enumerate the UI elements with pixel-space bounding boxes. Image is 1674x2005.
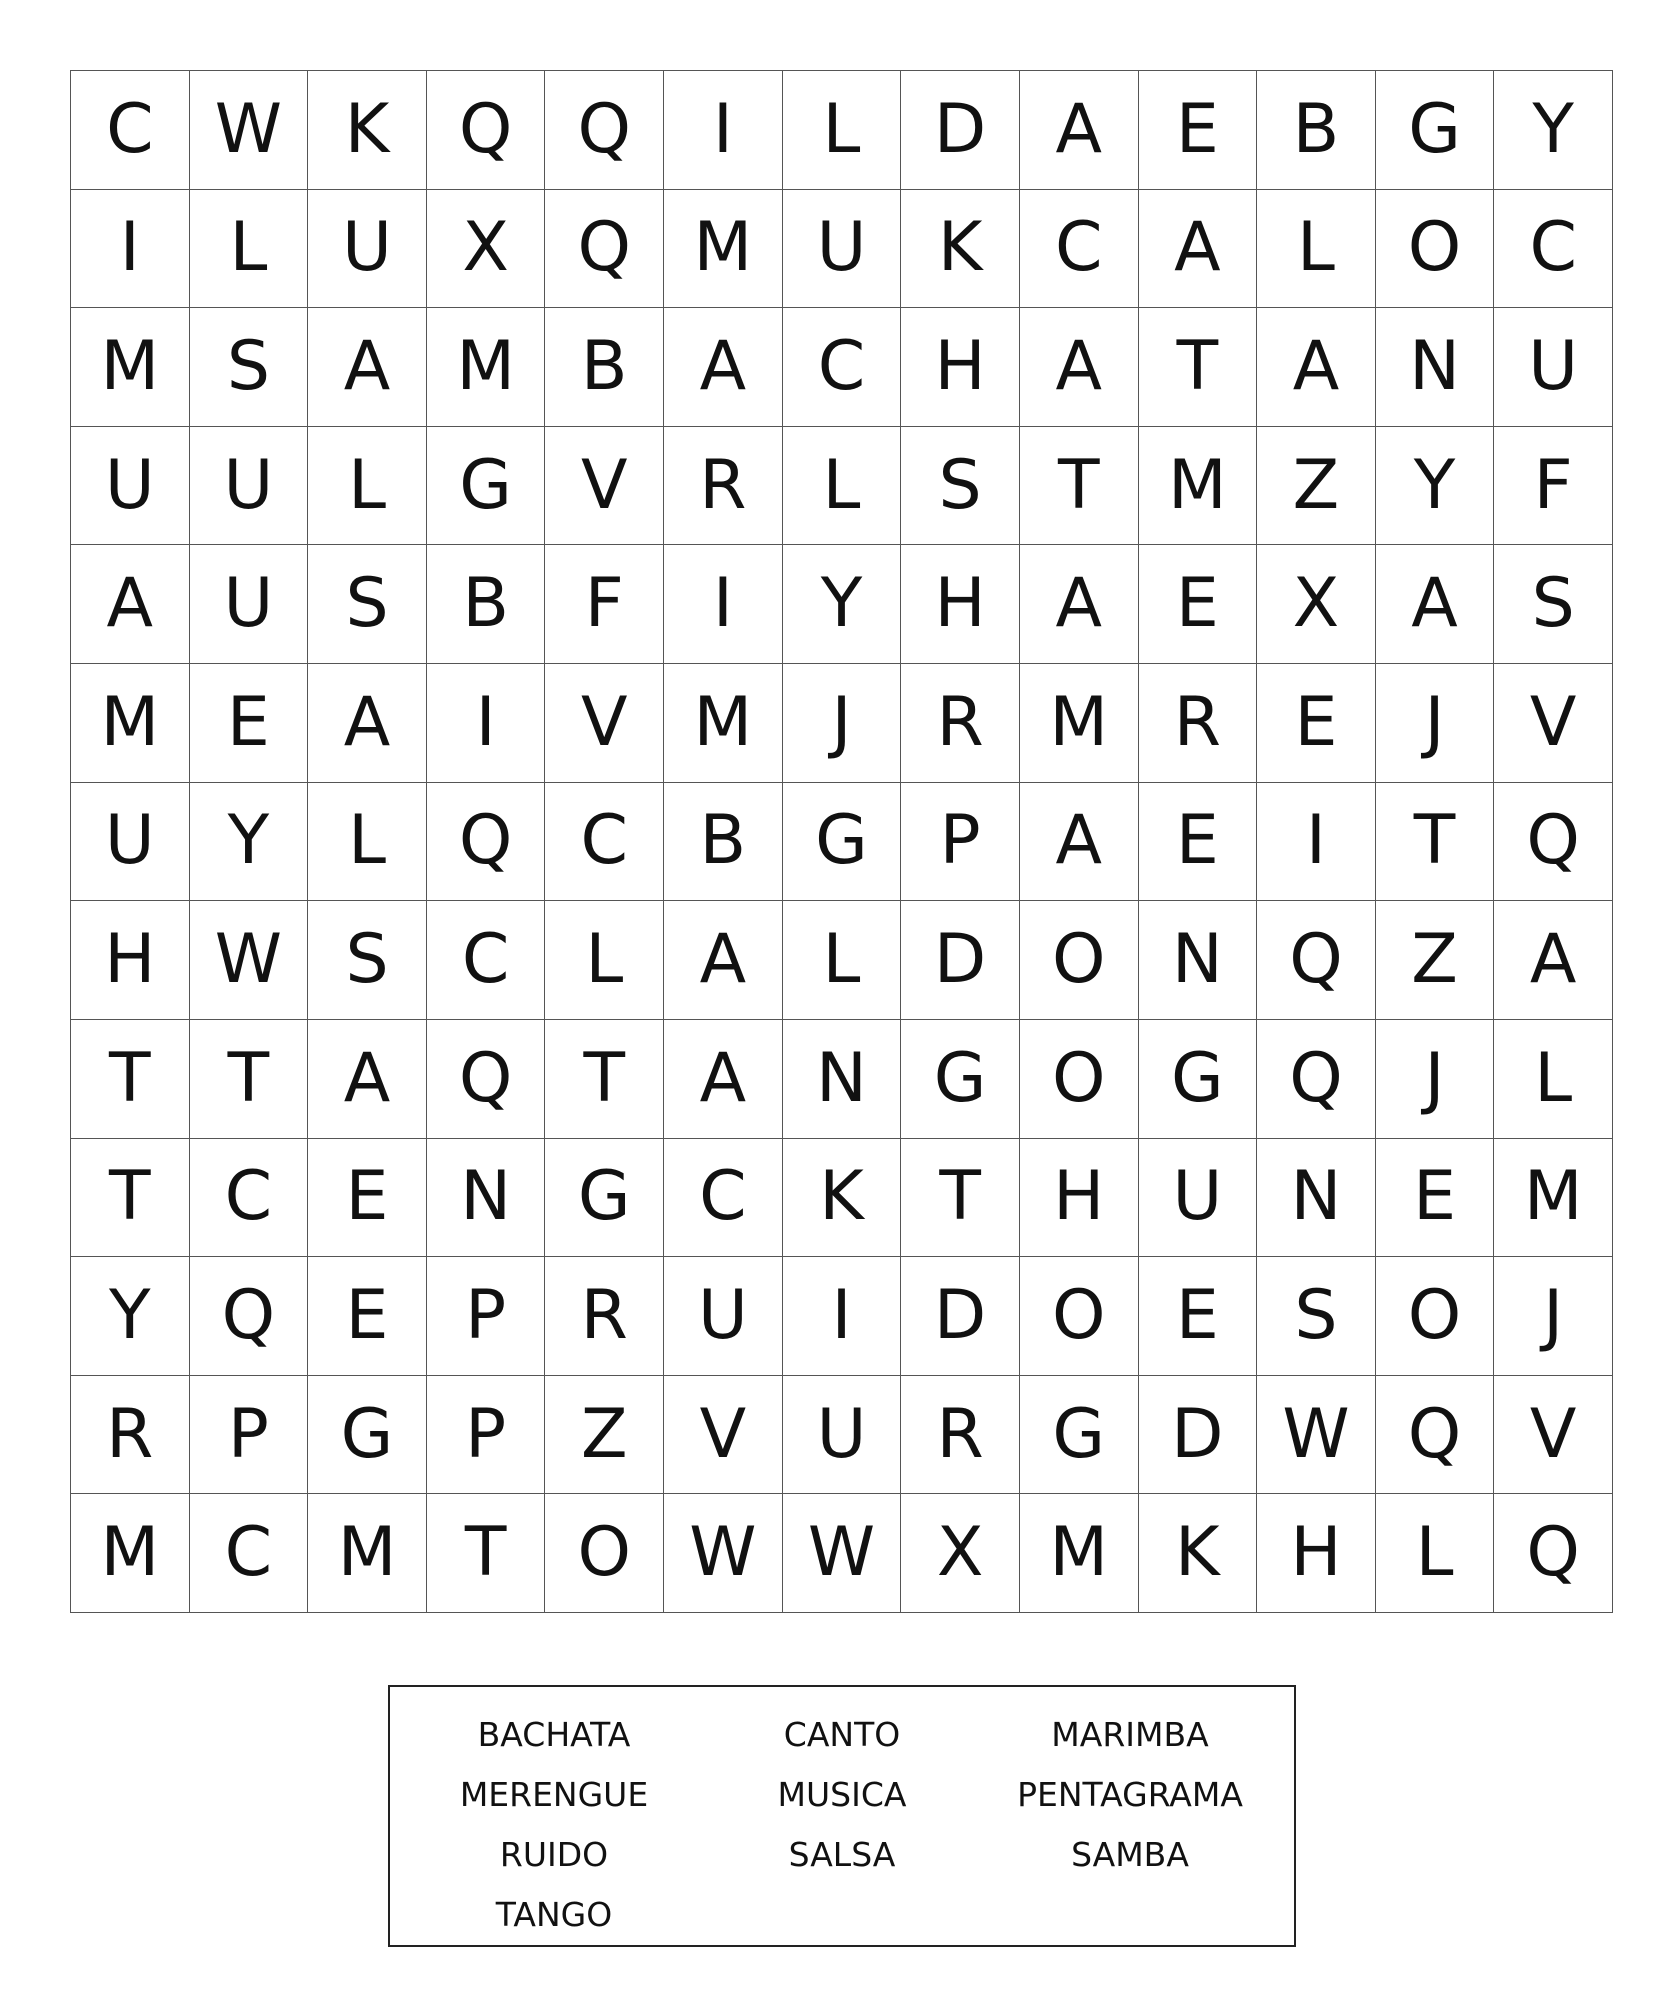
grid-cell-r12-c1[interactable]: R — [71, 1376, 190, 1495]
grid-cell-r1-c12[interactable]: G — [1376, 71, 1495, 190]
grid-cell-r2-c12[interactable]: O — [1376, 190, 1495, 309]
grid-cell-r2-c2[interactable]: L — [190, 190, 309, 309]
grid-cell-r7-c6[interactable]: B — [664, 783, 783, 902]
grid-cell-r13-c6[interactable]: W — [664, 1494, 783, 1613]
grid-cell-r5-c10[interactable]: E — [1139, 545, 1258, 664]
word-list-item: CANTO — [783, 1715, 901, 1754]
grid-cell-r7-c13[interactable]: Q — [1494, 783, 1613, 902]
grid-cell-r2-c9[interactable]: C — [1020, 190, 1139, 309]
grid-cell-r10-c1[interactable]: T — [71, 1139, 190, 1258]
grid-cell-r3-c4[interactable]: M — [427, 308, 546, 427]
grid-cell-r10-c5[interactable]: G — [545, 1139, 664, 1258]
grid-cell-r8-c7[interactable]: L — [783, 901, 902, 1020]
grid-cell-r12-c4[interactable]: P — [427, 1376, 546, 1495]
grid-cell-r10-c8[interactable]: T — [901, 1139, 1020, 1258]
grid-cell-r8-c2[interactable]: W — [190, 901, 309, 1020]
grid-cell-r3-c1[interactable]: M — [71, 308, 190, 427]
word-list-item: TANGO — [495, 1895, 613, 1934]
grid-cell-r4-c9[interactable]: T — [1020, 427, 1139, 546]
grid-cell-r4-c4[interactable]: G — [427, 427, 546, 546]
grid-cell-r7-c2[interactable]: Y — [190, 783, 309, 902]
grid-cell-r9-c3[interactable]: A — [308, 1020, 427, 1139]
grid-cell-r12-c12[interactable]: Q — [1376, 1376, 1495, 1495]
grid-cell-r2-c1[interactable]: I — [71, 190, 190, 309]
grid-cell-r13-c11[interactable]: H — [1257, 1494, 1376, 1613]
grid-cell-r11-c12[interactable]: O — [1376, 1257, 1495, 1376]
grid-cell-r12-c6[interactable]: V — [664, 1376, 783, 1495]
grid-cell-r4-c11[interactable]: Z — [1257, 427, 1376, 546]
grid-cell-r4-c2[interactable]: U — [190, 427, 309, 546]
grid-cell-r9-c8[interactable]: G — [901, 1020, 1020, 1139]
grid-cell-r5-c1[interactable]: A — [71, 545, 190, 664]
grid-cell-r6-c12[interactable]: J — [1376, 664, 1495, 783]
grid-cell-r6-c11[interactable]: E — [1257, 664, 1376, 783]
grid-cell-r2-c10[interactable]: A — [1139, 190, 1258, 309]
grid-cell-r6-c6[interactable]: M — [664, 664, 783, 783]
grid-cell-r13-c3[interactable]: M — [308, 1494, 427, 1613]
grid-cell-r3-c2[interactable]: S — [190, 308, 309, 427]
word-list-item: PENTAGRAMA — [1017, 1775, 1243, 1814]
grid-cell-r1-c4[interactable]: Q — [427, 71, 546, 190]
grid-cell-r7-c3[interactable]: L — [308, 783, 427, 902]
grid-cell-r12-c13[interactable]: V — [1494, 1376, 1613, 1495]
grid-cell-r1-c8[interactable]: D — [901, 71, 1020, 190]
grid-cell-r2-c3[interactable]: U — [308, 190, 427, 309]
grid-cell-r6-c8[interactable]: R — [901, 664, 1020, 783]
grid-cell-r6-c9[interactable]: M — [1020, 664, 1139, 783]
grid-cell-r7-c5[interactable]: C — [545, 783, 664, 902]
grid-cell-r6-c10[interactable]: R — [1139, 664, 1258, 783]
grid-cell-r8-c9[interactable]: O — [1020, 901, 1139, 1020]
grid-cell-r11-c10[interactable]: E — [1139, 1257, 1258, 1376]
grid-cell-r11-c1[interactable]: Y — [71, 1257, 190, 1376]
grid-cell-r9-c2[interactable]: T — [190, 1020, 309, 1139]
grid-cell-r1-c6[interactable]: I — [664, 71, 783, 190]
word-list-item: BACHATA — [477, 1715, 631, 1754]
grid-cell-r6-c7[interactable]: J — [783, 664, 902, 783]
grid-cell-r2-c8[interactable]: K — [901, 190, 1020, 309]
grid-cell-r13-c7[interactable]: W — [783, 1494, 902, 1613]
grid-cell-r5-c12[interactable]: A — [1376, 545, 1495, 664]
word-list-box — [388, 1685, 1296, 1947]
grid-cell-r10-c2[interactable]: C — [190, 1139, 309, 1258]
grid-cell-r12-c7[interactable]: U — [783, 1376, 902, 1495]
grid-cell-r4-c12[interactable]: Y — [1376, 427, 1495, 546]
grid-cell-r11-c4[interactable]: P — [427, 1257, 546, 1376]
grid-cell-r5-c3[interactable]: S — [308, 545, 427, 664]
grid-cell-r1-c3[interactable]: K — [308, 71, 427, 190]
grid-cell-r1-c9[interactable]: A — [1020, 71, 1139, 190]
grid-cell-r9-c4[interactable]: Q — [427, 1020, 546, 1139]
word-list-item: RUIDO — [499, 1835, 609, 1874]
grid-cell-r8-c1[interactable]: H — [71, 901, 190, 1020]
grid-cell-r4-c3[interactable]: L — [308, 427, 427, 546]
grid-cell-r10-c13[interactable]: M — [1494, 1139, 1613, 1258]
grid-cell-r11-c9[interactable]: O — [1020, 1257, 1139, 1376]
grid-cell-r7-c12[interactable]: T — [1376, 783, 1495, 902]
grid-cell-r3-c10[interactable]: T — [1139, 308, 1258, 427]
grid-cell-r7-c9[interactable]: A — [1020, 783, 1139, 902]
grid-cell-r5-c8[interactable]: H — [901, 545, 1020, 664]
grid-cell-r13-c2[interactable]: C — [190, 1494, 309, 1613]
grid-cell-r1-c13[interactable]: Y — [1494, 71, 1613, 190]
grid-cell-r6-c5[interactable]: V — [545, 664, 664, 783]
grid-cell-r4-c13[interactable]: F — [1494, 427, 1613, 546]
grid-cell-r5-c5[interactable]: F — [545, 545, 664, 664]
grid-cell-r3-c13[interactable]: U — [1494, 308, 1613, 427]
grid-cell-r13-c10[interactable]: K — [1139, 1494, 1258, 1613]
grid-cell-r1-c11[interactable]: B — [1257, 71, 1376, 190]
grid-cell-r7-c1[interactable]: U — [71, 783, 190, 902]
word-list — [410, 1705, 1274, 1945]
grid-cell-r4-c6[interactable]: R — [664, 427, 783, 546]
grid-cell-r13-c9[interactable]: M — [1020, 1494, 1139, 1613]
word-list-item: MUSICA — [777, 1775, 907, 1814]
grid-cell-r12-c3[interactable]: G — [308, 1376, 427, 1495]
grid-cell-r1-c2[interactable]: W — [190, 71, 309, 190]
grid-cell-r9-c1[interactable]: T — [71, 1020, 190, 1139]
grid-cell-r12-c9[interactable]: G — [1020, 1376, 1139, 1495]
grid-cell-r3-c9[interactable]: A — [1020, 308, 1139, 427]
grid-cell-r11-c8[interactable]: D — [901, 1257, 1020, 1376]
grid-cell-r8-c6[interactable]: A — [664, 901, 783, 1020]
grid-cell-r9-c12[interactable]: J — [1376, 1020, 1495, 1139]
grid-cell-r4-c5[interactable]: V — [545, 427, 664, 546]
grid-cell-r6-c4[interactable]: I — [427, 664, 546, 783]
grid-cell-r3-c7[interactable]: C — [783, 308, 902, 427]
grid-cell-r1-c10[interactable]: E — [1139, 71, 1258, 190]
grid-cell-r6-c2[interactable]: E — [190, 664, 309, 783]
grid-cell-r7-c8[interactable]: P — [901, 783, 1020, 902]
letter-grid — [70, 70, 1613, 1613]
grid-cell-r4-c7[interactable]: L — [783, 427, 902, 546]
word-list-item: SAMBA — [1071, 1835, 1189, 1874]
grid-cell-r10-c7[interactable]: K — [783, 1139, 902, 1258]
word-list-item: MERENGUE — [459, 1775, 649, 1814]
grid-cell-r8-c10[interactable]: N — [1139, 901, 1258, 1020]
grid-cell-r5-c13[interactable]: S — [1494, 545, 1613, 664]
grid-cell-r3-c12[interactable]: N — [1376, 308, 1495, 427]
grid-cell-r2-c5[interactable]: Q — [545, 190, 664, 309]
grid-cell-r3-c5[interactable]: B — [545, 308, 664, 427]
grid-cell-r4-c10[interactable]: M — [1139, 427, 1258, 546]
grid-cell-r8-c8[interactable]: D — [901, 901, 1020, 1020]
grid-cell-r11-c7[interactable]: I — [783, 1257, 902, 1376]
grid-cell-r12-c2[interactable]: P — [190, 1376, 309, 1495]
grid-cell-r13-c4[interactable]: T — [427, 1494, 546, 1613]
grid-cell-r10-c9[interactable]: H — [1020, 1139, 1139, 1258]
grid-cell-r9-c11[interactable]: Q — [1257, 1020, 1376, 1139]
grid-cell-r3-c8[interactable]: H — [901, 308, 1020, 427]
grid-cell-r11-c6[interactable]: U — [664, 1257, 783, 1376]
grid-cell-r3-c11[interactable]: A — [1257, 308, 1376, 427]
grid-cell-r13-c1[interactable]: M — [71, 1494, 190, 1613]
grid-cell-r12-c10[interactable]: D — [1139, 1376, 1258, 1495]
grid-cell-r5-c7[interactable]: Y — [783, 545, 902, 664]
grid-cell-r9-c9[interactable]: O — [1020, 1020, 1139, 1139]
grid-cell-r5-c2[interactable]: U — [190, 545, 309, 664]
grid-cell-r11-c11[interactable]: S — [1257, 1257, 1376, 1376]
grid-cell-r13-c8[interactable]: X — [901, 1494, 1020, 1613]
grid-cell-r11-c13[interactable]: J — [1494, 1257, 1613, 1376]
grid-cell-r2-c11[interactable]: L — [1257, 190, 1376, 309]
grid-cell-r6-c3[interactable]: A — [308, 664, 427, 783]
grid-cell-r5-c6[interactable]: I — [664, 545, 783, 664]
grid-cell-r8-c13[interactable]: A — [1494, 901, 1613, 1020]
grid-cell-r13-c5[interactable]: O — [545, 1494, 664, 1613]
grid-cell-r12-c11[interactable]: W — [1257, 1376, 1376, 1495]
grid-cell-r1-c5[interactable]: Q — [545, 71, 664, 190]
grid-cell-r13-c12[interactable]: L — [1376, 1494, 1495, 1613]
grid-cell-r2-c13[interactable]: C — [1494, 190, 1613, 309]
word-list-item: SALSA — [788, 1835, 896, 1874]
grid-cell-r8-c12[interactable]: Z — [1376, 901, 1495, 1020]
grid-cell-r9-c10[interactable]: G — [1139, 1020, 1258, 1139]
grid-cell-r3-c6[interactable]: A — [664, 308, 783, 427]
grid-cell-r10-c11[interactable]: N — [1257, 1139, 1376, 1258]
grid-cell-r10-c6[interactable]: C — [664, 1139, 783, 1258]
grid-cell-r12-c5[interactable]: Z — [545, 1376, 664, 1495]
grid-cell-r8-c4[interactable]: C — [427, 901, 546, 1020]
grid-cell-r10-c3[interactable]: E — [308, 1139, 427, 1258]
grid-cell-r6-c1[interactable]: M — [71, 664, 190, 783]
grid-cell-r3-c3[interactable]: A — [308, 308, 427, 427]
grid-cell-r11-c5[interactable]: R — [545, 1257, 664, 1376]
grid-cell-r2-c6[interactable]: M — [664, 190, 783, 309]
grid-cell-r9-c7[interactable]: N — [783, 1020, 902, 1139]
grid-cell-r7-c7[interactable]: G — [783, 783, 902, 902]
grid-cell-r2-c4[interactable]: X — [427, 190, 546, 309]
grid-cell-r10-c10[interactable]: U — [1139, 1139, 1258, 1258]
grid-cell-r8-c3[interactable]: S — [308, 901, 427, 1020]
grid-cell-r10-c12[interactable]: E — [1376, 1139, 1495, 1258]
grid-cell-r7-c11[interactable]: I — [1257, 783, 1376, 902]
grid-cell-r11-c2[interactable]: Q — [190, 1257, 309, 1376]
grid-cell-r4-c1[interactable]: U — [71, 427, 190, 546]
grid-cell-r1-c7[interactable]: L — [783, 71, 902, 190]
grid-cell-r10-c4[interactable]: N — [427, 1139, 546, 1258]
grid-cell-r5-c4[interactable]: B — [427, 545, 546, 664]
grid-cell-r2-c7[interactable]: U — [783, 190, 902, 309]
grid-cell-r9-c6[interactable]: A — [664, 1020, 783, 1139]
grid-cell-r13-c13[interactable]: Q — [1494, 1494, 1613, 1613]
grid-cell-r12-c8[interactable]: R — [901, 1376, 1020, 1495]
grid-cell-r7-c10[interactable]: E — [1139, 783, 1258, 902]
word-list-item: MARIMBA — [1051, 1715, 1209, 1754]
grid-cell-r8-c11[interactable]: Q — [1257, 901, 1376, 1020]
grid-cell-r1-c1[interactable]: C — [71, 71, 190, 190]
grid-cell-r7-c4[interactable]: Q — [427, 783, 546, 902]
grid-cell-r5-c9[interactable]: A — [1020, 545, 1139, 664]
grid-cell-r6-c13[interactable]: V — [1494, 664, 1613, 783]
grid-cell-r11-c3[interactable]: E — [308, 1257, 427, 1376]
grid-cell-r4-c8[interactable]: S — [901, 427, 1020, 546]
grid-cell-r9-c13[interactable]: L — [1494, 1020, 1613, 1139]
grid-cell-r9-c5[interactable]: T — [545, 1020, 664, 1139]
grid-cell-r5-c11[interactable]: X — [1257, 545, 1376, 664]
grid-cell-r8-c5[interactable]: L — [545, 901, 664, 1020]
